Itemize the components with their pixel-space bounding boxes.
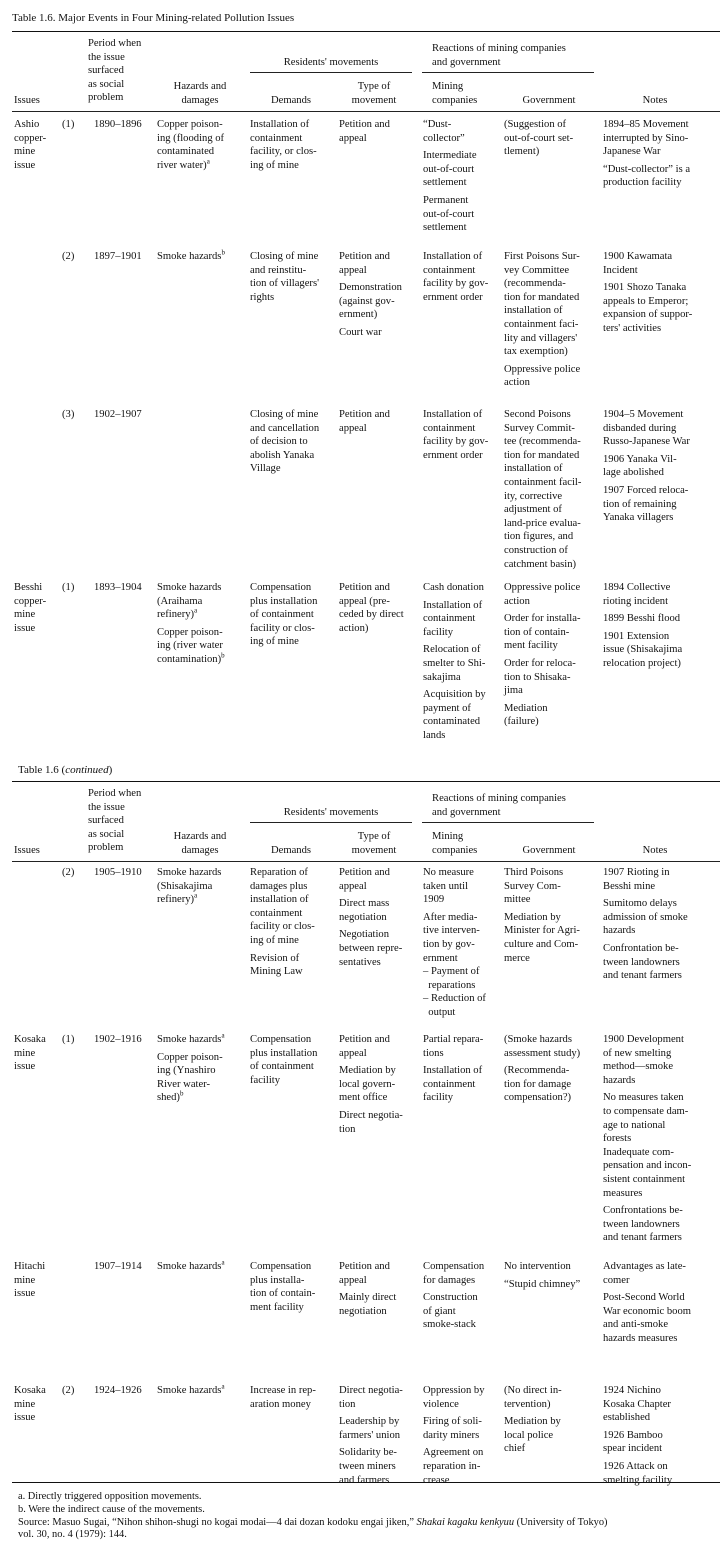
header-reactions: Reactions of mining companies and government: [432, 793, 566, 818]
hazards: Smoke hazards (Shisakajima refinery)$^a$: [157, 867, 222, 906]
row-number: (2): [62, 251, 75, 262]
demands: Closing of mine and cancellation of decision to abolish Yanaka Village: [250, 409, 320, 475]
hazards: Smoke hazards$^a$: [157, 1382, 225, 1396]
row-number: (1): [62, 1034, 75, 1045]
rule-residents: [250, 72, 412, 73]
mining-reaction: Cash donation Installation of containment facility Relocation of smelter to Shi- sakajima Acquisition by payment of contaminated lands: [423, 582, 486, 741]
header-bottom-rule: [12, 861, 720, 862]
government-reaction: Third Poisons Survey Com- mittee Mediation by Minister for Agri- culture and Com- merce: [504, 867, 580, 964]
movement-type: Petition and appeal: [339, 409, 390, 434]
hazards: Smoke hazards$^a$: [157, 1258, 225, 1272]
top-rule-continued: [12, 781, 720, 782]
demands: Compensation plus installa- tion of contain- ment facility: [250, 1261, 316, 1313]
row-number: (1): [62, 582, 75, 593]
mining-reaction: Installation of containment facility by gov- ernment order: [423, 409, 489, 461]
rule-reactions: [422, 822, 594, 823]
header-type: Type of movement: [351, 81, 397, 106]
period: 1902–1916: [94, 1034, 142, 1045]
government-reaction: (Smoke hazards assessment study) (Recommenda- tion for damage compensation?): [504, 1034, 581, 1104]
mining-reaction: Oppression by violence Firing of soli- darity miners Agreement on reparation in- crease: [423, 1385, 485, 1486]
header-period: Period when the issue surfaced as social problem: [88, 38, 142, 104]
header-hazards: Hazards and damages: [173, 81, 227, 106]
header-type: Type of movement: [351, 831, 397, 856]
demands: Compensation plus installation of containment facility or clos- ing of mine: [250, 582, 318, 648]
mining-reaction: “Dust- collector” Intermediate out-of-court settlement Permanent out-of-court settlement: [423, 119, 477, 234]
row-number: (2): [62, 867, 75, 878]
mining-reaction: Partial repara- tions Installation of containment facility: [423, 1034, 484, 1104]
demands: Closing of mine and reinstitu- tion of villagers' rights: [250, 251, 319, 303]
notes: Advantages as late- comer Post-Second World War economic boom and anti-smoke hazards measures: [603, 1261, 691, 1344]
demands: Increase in rep- aration money: [250, 1385, 316, 1410]
header-mining: Mining companies: [432, 81, 478, 106]
header-notes: Notes: [642, 95, 668, 106]
row-number: (3): [62, 409, 75, 420]
continued-caption: Table 1.6 (continued): [18, 764, 113, 776]
period: 1905–1910: [94, 867, 142, 878]
row-number: (2): [62, 1385, 75, 1396]
period: 1897–1901: [94, 251, 142, 262]
header-reactions: Reactions of mining companies and government: [432, 43, 566, 68]
notes: 1894 Collective rioting incident 1899 Besshi flood 1901 Extension issue (Shisakajima relocation project): [603, 582, 683, 669]
issue-hitachi: Hitachi mine issue: [14, 1261, 46, 1300]
rule-residents: [250, 822, 412, 823]
hazards: Smoke hazards (Araihama refinery)$^a$ Copper poison- ing (river water contamination)$^b$: [157, 582, 225, 665]
header-issues: Issues: [14, 95, 40, 106]
notes: 1900 Kawamata Incident 1901 Shozo Tanaka appeals to Emperor; expansion of suppor- ters' activities: [603, 251, 693, 334]
period: 1907–1914: [94, 1261, 142, 1272]
demands: Installation of containment facility, or clos- ing of mine: [250, 119, 317, 171]
notes: 1907 Rioting in Besshi mine Sumitomo delays admission of smoke hazards Confrontation be- tween landowners and tenant farmers: [603, 867, 688, 982]
period: 1924–1926: [94, 1385, 142, 1396]
header-demands: Demands: [270, 845, 311, 856]
mining-reaction: Compensation for damages Construction of giant smoke-stack: [423, 1261, 485, 1331]
top-rule: [12, 31, 720, 32]
period: 1890–1896: [94, 119, 142, 130]
source-note: Source: Masuo Sugai, “Nihon shihon-shugi no kogai modai—4 dai dozan kodoku engai jiken,” Shakai kagaku kenkyuu (University of Tokyo): [18, 1517, 608, 1528]
header-government: Government: [522, 95, 576, 106]
movement-type: Petition and appeal Demonstration (against gov- ernment) Court war: [339, 251, 402, 338]
movement-type: Petition and appeal Mediation by local govern- ment office Direct negotia- tion: [339, 1034, 403, 1135]
movement-type: Petition and appeal: [339, 119, 390, 144]
notes: 1900 Development of new smelting method—smoke hazards No measures taken to compensate dam- age to national forests Inadequate com- pensation and incon- sistent containment measures Confrontations be- tween landowners and tenant farmers: [603, 1034, 692, 1244]
government-reaction: No intervention “Stupid chimney”: [504, 1261, 581, 1290]
header-demands: Demands: [270, 95, 311, 106]
header-residents: Residents' movements: [283, 57, 379, 68]
header-mining: Mining companies: [432, 831, 478, 856]
government-reaction: Second Poisons Survey Commit- tee (recommenda- tion for mandated installation of containment facil- ity, corrective adjustment of land-price evalua- tion figures, and construction of catchment basin): [504, 409, 582, 570]
government-reaction: (No direct in- tervention) Mediation by local police chief: [504, 1385, 562, 1455]
issue-ashio: Ashio copper- mine issue: [14, 119, 47, 171]
movement-type: Petition and appeal Mainly direct negotiation: [339, 1261, 397, 1317]
period: 1893–1904: [94, 582, 142, 593]
header-issues: Issues: [14, 845, 40, 856]
header-notes: Notes: [642, 845, 668, 856]
hazards: Smoke hazards$^b$: [157, 248, 225, 262]
government-reaction: (Suggestion of out-of-court set- tlement): [504, 119, 574, 158]
hazards: Copper poison- ing (flooding of contaminated river water)$^a$: [157, 119, 225, 171]
notes: 1924 Nichino Kosaka Chapter established 1926 Bamboo spear incident 1926 Attack on smelting facility: [603, 1385, 673, 1486]
footnote-b: b. Were the indirect cause of the movements.: [18, 1504, 205, 1515]
header-hazards: Hazards and damages: [173, 831, 227, 856]
government-reaction: First Poisons Sur- vey Committee (recommenda- tion for mandated installation of containment faci- lity and villagers' tax exemption) Oppressive police action: [504, 251, 581, 389]
hazards: Smoke hazards$^a$ Copper poison- ing (Ynashiro River water- shed)$^b$: [157, 1031, 225, 1104]
rule-reactions: [422, 72, 594, 73]
government-reaction: Oppressive police action Order for installa- tion of contain- ment facility Order for reloca- tion to Shisaka- jima Mediation (failure): [504, 582, 581, 728]
header-residents: Residents' movements: [283, 807, 379, 818]
source-note-line2: vol. 30, no. 4 (1979): 144.: [18, 1529, 127, 1540]
notes: 1894–85 Movement interrupted by Sino- Japanese War “Dust-collector” is a production facility: [603, 119, 691, 189]
row-number: (1): [62, 119, 75, 130]
bottom-rule: [12, 1482, 720, 1483]
demands: Reparation of damages plus installation of containment facility or clos- ing of mine Revision of Mining Law: [250, 867, 315, 978]
issue-kosaka-2: Kosaka mine issue: [14, 1385, 46, 1424]
movement-type: Petition and appeal (pre- ceded by direct action): [339, 582, 404, 634]
header-government: Government: [522, 845, 576, 856]
header-period: Period when the issue surfaced as social problem: [88, 788, 142, 854]
issue-kosaka: Kosaka mine issue: [14, 1034, 46, 1073]
table-caption: Table 1.6. Major Events in Four Mining-related Pollution Issues: [12, 12, 295, 24]
mining-reaction: No measure taken until 1909 After media- tive interven- tion by gov- ernment – Payment of reparations – Reduction of output: [423, 867, 486, 1018]
footnote-a: a. Directly triggered opposition movements.: [18, 1491, 202, 1502]
notes: 1904–5 Movement disbanded during Russo-Japanese War 1906 Yanaka Vil- lage abolished 1907 Forced reloca- tion of remaining Yanaka villagers: [603, 409, 690, 524]
demands: Compensation plus installation of containment facility: [250, 1034, 318, 1086]
movement-type: Petition and appeal Direct mass negotiation Negotiation between repre- sentatives: [339, 867, 403, 968]
issue-besshi: Besshi copper- mine issue: [14, 582, 47, 634]
movement-type: Direct negotia- tion Leadership by farmers' union Solidarity be- tween miners and farmers: [339, 1385, 403, 1486]
header-bottom-rule: [12, 111, 720, 112]
period: 1902–1907: [94, 409, 142, 420]
mining-reaction: Installation of containment facility by gov- ernment order: [423, 251, 489, 303]
